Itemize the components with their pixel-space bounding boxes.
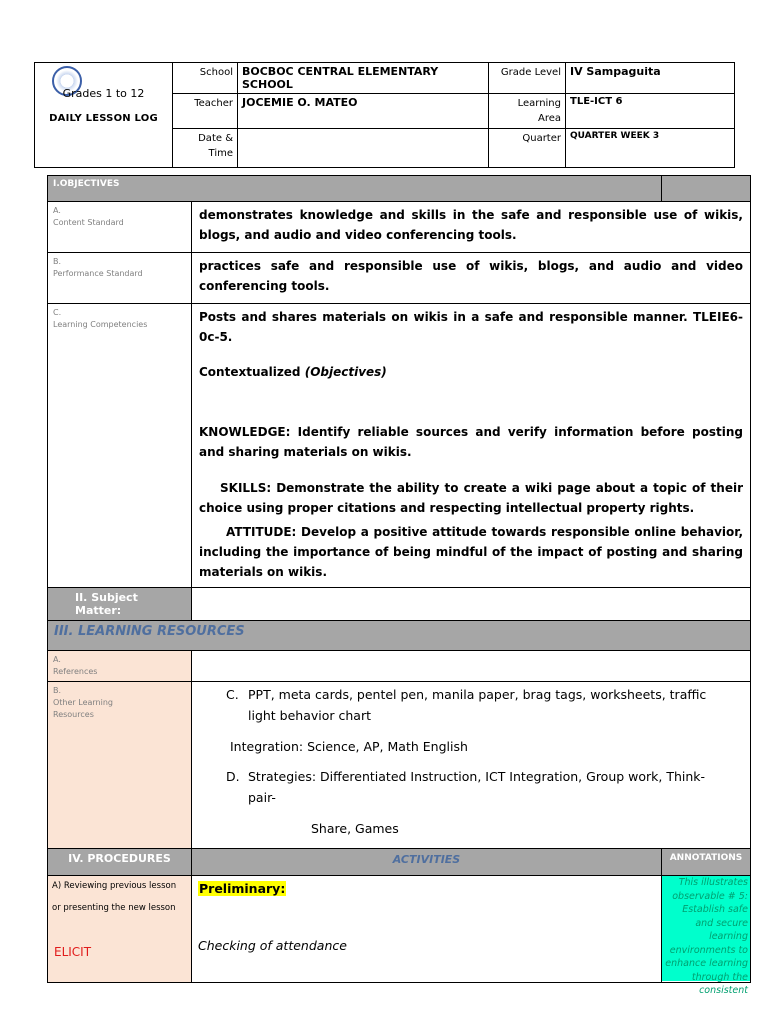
performance-standard-label-text: Performance Standard — [53, 269, 143, 278]
learning-area-label-line2: Area — [537, 113, 561, 124]
other-resources-letter: B. — [53, 686, 62, 695]
integration-text: Integration: Science, AP, Math English — [230, 739, 468, 754]
content-standard-label-text: Content Standard — [53, 218, 124, 227]
lesson-log-header — [34, 62, 735, 168]
step-a-label-line2: or presenting the new lesson — [52, 903, 176, 913]
other-resources-label-text — [53, 697, 173, 721]
grade-level-label: Grade Level — [489, 63, 566, 94]
elicit-label: ELICIT — [54, 945, 92, 959]
preliminary-label: Preliminary: — [199, 881, 286, 896]
quarter-label: Quarter — [489, 129, 566, 168]
lesson-log-body — [47, 175, 751, 996]
references-label-text: References — [53, 667, 98, 676]
objectives-title-right — [662, 176, 751, 202]
learning-competencies-label — [48, 304, 192, 588]
header-logo-cell — [35, 63, 173, 168]
learning-resources-title: III. LEARNING RESOURCES — [48, 621, 751, 651]
skills-objective: SKILLS: Demonstrate the ability to create a wiki page about a topic of their choice using proper citations and respecting intellectual property rights. — [199, 481, 743, 515]
resource-item-d-line2: pair- — [248, 790, 276, 805]
objectives-title: I.OBJECTIVES — [48, 176, 662, 202]
references-letter: A. — [53, 655, 61, 664]
teacher-label: Teacher — [173, 94, 238, 129]
step-a-activities — [192, 876, 662, 983]
references-label — [48, 651, 192, 682]
grades-label: Grades 1 to 12 — [62, 87, 145, 100]
content-standard-text: demonstrates knowledge and skills in the safe and responsible use of wikis, blogs, and audio and video conferencing tools. — [192, 202, 751, 253]
step-a-annotations — [662, 876, 751, 996]
competency-text: Posts and shares materials on wikis in a safe and responsible manner. TLEIE6-0c-5. — [199, 310, 743, 344]
date-time-label — [173, 129, 238, 168]
other-resources-label-line2: Resources — [53, 710, 94, 719]
step-a-label — [48, 876, 192, 983]
procedures-title: IV. PROCEDURES — [48, 849, 192, 876]
attendance-text: Checking of attendance — [198, 938, 347, 953]
school-value: BOCBOC CENTRAL ELEMENTARY SCHOOL — [238, 63, 489, 94]
content-standard-letter: A. — [53, 206, 61, 215]
other-resources-label — [48, 682, 192, 849]
daily-lesson-log-title: DAILY LESSON LOG — [49, 113, 158, 124]
other-resources-list — [192, 682, 751, 849]
activities-title: ACTIVITIES — [192, 849, 662, 876]
learning-competencies-label-text: Learning Competencies — [53, 320, 148, 329]
resource-item-c-line1: PPT, meta cards, pentel pen, manila paper, brag tags, worksheets, traffic — [248, 687, 707, 702]
learning-area-label-line1: Learning — [517, 98, 561, 109]
performance-standard-label — [48, 253, 192, 304]
resource-item-d-line1: Strategies: Differentiated Instruction, ICT Integration, Group work, Think- — [248, 769, 706, 784]
subject-matter-value — [192, 588, 751, 621]
share-games-text: Share, Games — [311, 821, 399, 836]
learning-area-value: TLE-ICT 6 — [566, 94, 735, 129]
grade-level-value: IV Sampaguita — [566, 63, 735, 94]
resource-item-c — [200, 684, 742, 726]
subject-matter-title: II. Subject Matter: — [48, 588, 192, 621]
teacher-value: JOCEMIE O. MATEO — [238, 94, 489, 129]
school-label: School — [173, 63, 238, 94]
date-time-value — [238, 129, 489, 168]
annotation-note: This illustrates observable # 5: Establish safe and secure learning environments to enhance learning through the consistent — [662, 876, 750, 981]
knowledge-objective: KNOWLEDGE: Identify reliable sources and verify information before posting and sharing materials on wikis. — [199, 425, 743, 459]
date-label-line1: Date & — [198, 133, 233, 144]
quarter-value: QUARTER WEEK 3 — [566, 129, 735, 168]
performance-standard-letter: B. — [53, 257, 62, 266]
step-a-label-line1: A) Reviewing previous lesson — [52, 881, 177, 891]
resource-item-d — [200, 766, 742, 808]
content-standard-label — [48, 202, 192, 253]
resource-item-c-letter: C. — [226, 687, 239, 702]
contextualized-heading — [199, 362, 743, 382]
performance-standard-text: practices safe and responsible use of wikis, blogs, and audio and video conferencing tools. — [192, 253, 751, 304]
resource-item-d-letter: D. — [226, 769, 240, 784]
resource-item-c-line2: light behavior chart — [248, 708, 372, 723]
references-value — [192, 651, 751, 682]
contextualized-label: Contextualized — [199, 365, 305, 379]
learning-area-label — [489, 94, 566, 129]
annotations-title: ANNOTATIONS — [662, 849, 751, 876]
date-label-line2: Time — [208, 148, 233, 159]
learning-competencies-letter: C. — [53, 308, 62, 317]
learning-competencies-content — [192, 304, 751, 588]
attitude-objective: ATTITUDE: Develop a positive attitude towards responsible online behavior, including the importance of being mindful of the impact of posting and sharing materials on wikis. — [199, 525, 743, 579]
contextualized-objectives: (Objectives) — [304, 365, 387, 379]
other-resources-label-line1: Other Learning — [53, 698, 113, 707]
